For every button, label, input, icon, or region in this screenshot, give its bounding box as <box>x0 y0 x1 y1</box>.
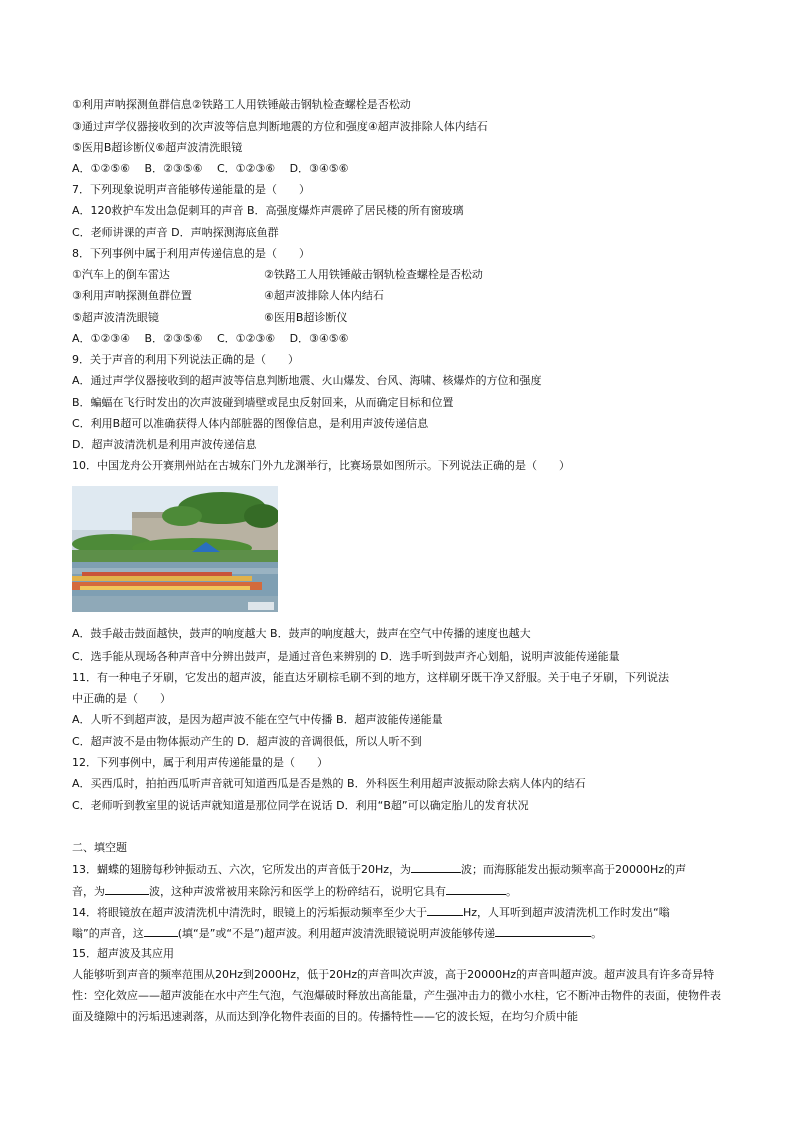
question-8-item-3: ③利用声呐探测鱼群位置 <box>72 289 192 302</box>
dragon-boat-scene-icon <box>72 486 278 612</box>
question-12-options-cd: C．老师听到教室里的说话声就知道是那位同学在说话 D．利用“B超”可以确定胎儿的发育状况 <box>72 799 529 812</box>
dragon-boat-photo <box>72 486 278 612</box>
question-13-line-2 <box>72 880 517 902</box>
question-9-option-c: C．利用B超可以准确获得人体内部脏器的图像信息，是利用声波传递信息 <box>72 417 429 430</box>
blank-1[interactable] <box>411 858 461 873</box>
question-12: 12．下列事例中，属于利用声传递能量的是（ ） <box>72 756 328 769</box>
question-8-item-6: ⑥医用B超诊断仪 <box>264 311 348 324</box>
question-14-line-2 <box>72 922 602 944</box>
question-8: 8．下列事例中属于利用声传递信息的是（ ） <box>72 247 310 260</box>
question-11-options-cd: C．超声波不是由物体振动产生的 D．超声波的音调很低，所以人听不到 <box>72 735 422 748</box>
question-8-item-4: ④超声波排除人体内结石 <box>264 289 384 302</box>
option-statement-2: ③通过声学仪器接收到的次声波等信息判断地震的方位和强度④超声波排除人体内结石 <box>72 120 488 133</box>
q13-text-2: 波；而海豚能发出振动频率高于20000Hz的声 <box>461 863 687 876</box>
question-10-options-cd: C．选手能从现场各种声音中分辨出鼓声，是通过音色来辨别的 D．选手听到鼓声齐心划船，说明声波能传递能量 <box>72 650 620 663</box>
q14-text-3: 嗡”的声音，这 <box>72 927 144 940</box>
question-7-options-ab: A．120救护车发出急促刺耳的声音 B．高强度爆炸声震碎了居民楼的所有窗玻璃 <box>72 204 464 217</box>
q14-text-1: 14．将眼镜放在超声波清洗机中清洗时，眼镜上的污垢振动频率至少大于 <box>72 906 427 919</box>
question-7-options-cd: C．老师讲课的声音 D．声呐探测海底鱼群 <box>72 226 279 239</box>
question-13-line-1 <box>72 858 686 880</box>
q13-text-1: 13．蝴蝶的翅膀每秒钟振动五、六次，它所发出的声音低于20Hz，为 <box>72 863 412 876</box>
q13-text-5: 。 <box>506 885 517 898</box>
question-10: 10．中国龙舟公开赛荆州站在古城东门外九龙渊举行，比赛场景如图所示。下列说法正确的是（ ） <box>72 459 570 472</box>
q14-text-5: 。 <box>591 927 603 940</box>
question-14-line-1 <box>72 901 670 923</box>
question-9-option-d: D．超声波清洗机是利用声波传递信息 <box>72 438 257 451</box>
question-15-passage: 人能够听到声音的频率范围从20Hz到2000Hz，低于20Hz的声音叫次声波，高于20000Hz的声音叫超声波。超声波具有许多奇异特性：空化效应——超声波能在水中产生气泡，气泡爆破时释放出高能量，产生强冲击力的微小水柱，它不断冲击物件的表面，使物件表面及缝隙中的污垢迅速剥落，从而达到净化物件表面的目的。传播特性——它的波长短，在均匀介质中能 <box>72 968 721 1023</box>
blank-2[interactable] <box>105 880 149 895</box>
question-9-option-b: B．蝙蝠在飞行时发出的次声波碰到墙壁或昆虫反射回来，从而确定目标和位置 <box>72 396 454 409</box>
q13-text-3: 音，为 <box>72 885 105 898</box>
question-9: 9．关于声音的利用下列说法正确的是（ ） <box>72 353 299 366</box>
question-11: 11．有一种电子牙刷，它发出的超声波，能直达牙刷棕毛刷不到的地方，这样刷牙既干净又舒服。关于电子牙刷，下列说法 <box>72 671 669 684</box>
answer-options: A．①②⑤⑥ B．②③⑤⑥ C．①②③⑥ D．③④⑤⑥ <box>72 162 349 175</box>
question-12-options-ab: A．买西瓜时，拍拍西瓜听声音就可知道西瓜是否是熟的 B．外科医生利用超声波振动除去病人体内的结石 <box>72 777 586 790</box>
question-8-item-1: ①汽车上的倒车雷达 <box>72 268 170 281</box>
blank-4[interactable] <box>427 901 463 916</box>
question-8-item-2: ②铁路工人用铁锤敲击钢轨检查螺栓是否松动 <box>264 268 483 281</box>
q14-text-2: Hz，人耳听到超声波清洗机工作时发出“嗡 <box>463 906 670 919</box>
question-9-option-a: A．通过声学仪器接收到的超声波等信息判断地震、火山爆发、台风、海啸、核爆炸的方位和强度 <box>72 374 542 387</box>
option-statement-1: ①利用声呐探测鱼群信息②铁路工人用铁锤敲击钢轨检查螺栓是否松动 <box>72 98 411 111</box>
question-10-options-ab: A．鼓手敲击鼓面越快，鼓声的响度越大 B．鼓声的响度越大，鼓声在空气中传播的速度也越大 <box>72 627 531 640</box>
option-statement-3: ⑤医用B超诊断仪⑥超声波清洗眼镜 <box>72 141 243 154</box>
question-11-options-ab: A．人听不到超声波，是因为超声波不能在空气中传播 B．超声波能传递能量 <box>72 713 443 726</box>
q14-text-4: (填“是”或“不是”)超声波。利用超声波清洗眼镜说明声波能够传递 <box>177 927 496 940</box>
blank-5[interactable] <box>144 922 178 937</box>
blank-6[interactable] <box>495 922 591 937</box>
question-7: 7．下列现象说明声音能够传递能量的是（ ） <box>72 183 310 196</box>
question-8-options: A．①②③④ B．②③⑤⑥ C．①②③⑥ D．③④⑤⑥ <box>72 332 349 345</box>
question-8-item-5: ⑤超声波清洗眼镜 <box>72 311 159 324</box>
question-11-cont: 中正确的是（ ） <box>72 692 171 705</box>
question-15-title: 15．超声波及其应用 <box>72 947 174 960</box>
section-heading: 二、填空题 <box>72 841 127 854</box>
blank-3[interactable] <box>446 880 506 895</box>
q13-text-4: 波，这种声波常被用来除污和医学上的粉碎结石，说明它具有 <box>149 885 446 898</box>
